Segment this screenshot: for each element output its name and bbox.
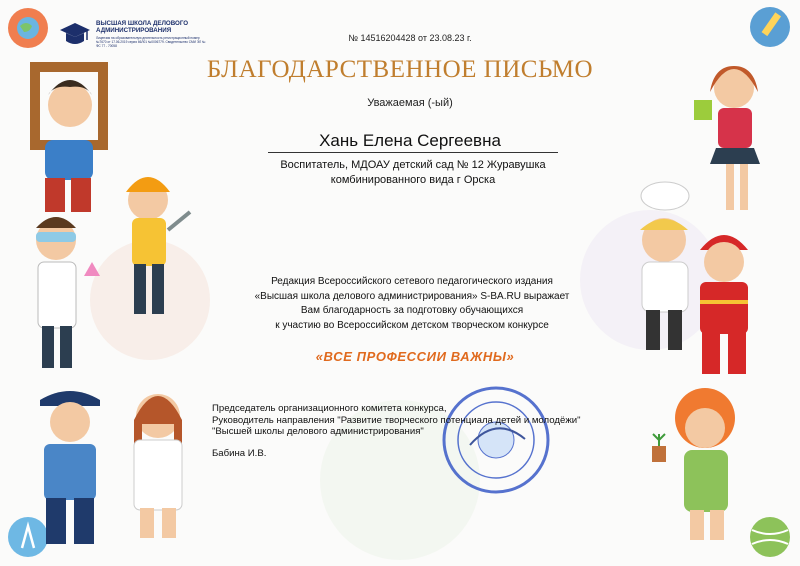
corner-globe-icon bbox=[8, 8, 48, 48]
salutation: Уважаемая (-ый) bbox=[367, 97, 453, 109]
girl-teacher-with-book bbox=[694, 66, 760, 210]
boy-with-frame bbox=[30, 62, 108, 212]
graduation-cap-icon bbox=[58, 20, 92, 50]
body-line: Вам благодарность за подготовку обучающихся bbox=[300, 305, 524, 316]
recipient-position bbox=[262, 158, 564, 188]
corner-pencil-icon bbox=[750, 7, 790, 47]
police-officer bbox=[40, 391, 100, 544]
scientist-with-flask bbox=[36, 217, 100, 368]
gratitude-text bbox=[220, 275, 604, 333]
body-line: Редакция Всероссийского сетевого педагогического издания bbox=[271, 276, 553, 287]
certificate-title: БЛАГОДАРСТВЕННОЕ ПИСЬМО bbox=[206, 56, 594, 83]
brand-logo bbox=[58, 18, 208, 52]
signature-line: "Высшей школы делового администрирования" bbox=[212, 426, 424, 437]
logo-title: ВЫСШАЯ ШКОЛА ДЕЛОВОГО АДМИНИСТРИРОВАНИЯ bbox=[96, 20, 189, 34]
body-line: к участию во Всероссийском детском творческом конкурсе bbox=[275, 319, 549, 331]
corner-compass-icon bbox=[8, 517, 48, 557]
body-line: «Высшая школа делового администрирования» S-BA.RU выражает bbox=[254, 290, 570, 302]
name-underline bbox=[268, 152, 558, 153]
position-line: комбинированного вида г Орска bbox=[330, 174, 496, 186]
firefighter bbox=[700, 235, 748, 374]
logo-license-text: Лицензия на образовательную деятельность регистрационный номер №7670 от 17.06.2019 серия 66Л01 №0006779. Свидетельство СМИ ЭЛ № ФС 77 - 70058 bbox=[96, 36, 206, 48]
recipient-name: Хань Елена Сергеевна bbox=[319, 131, 501, 150]
signature-line: Руководитель направления "Развитие творческого потенциала детей и молодёжи" bbox=[212, 414, 581, 426]
position-line: Воспитатель, МДОАУ детский сад № 12 Журавушка bbox=[280, 159, 546, 171]
signature-line: Председатель организационного комитета конкурса, bbox=[212, 403, 447, 414]
corner-ball-icon bbox=[750, 517, 790, 557]
certificate-number: № 14516204428 от 23.08.23 г. bbox=[348, 33, 472, 43]
signer-name: Бабина И.В. bbox=[212, 448, 267, 459]
doctor bbox=[134, 394, 182, 538]
contest-name: «ВСЕ ПРОФЕССИИ ВАЖНЫ» bbox=[315, 349, 515, 364]
signature-block bbox=[212, 403, 692, 438]
